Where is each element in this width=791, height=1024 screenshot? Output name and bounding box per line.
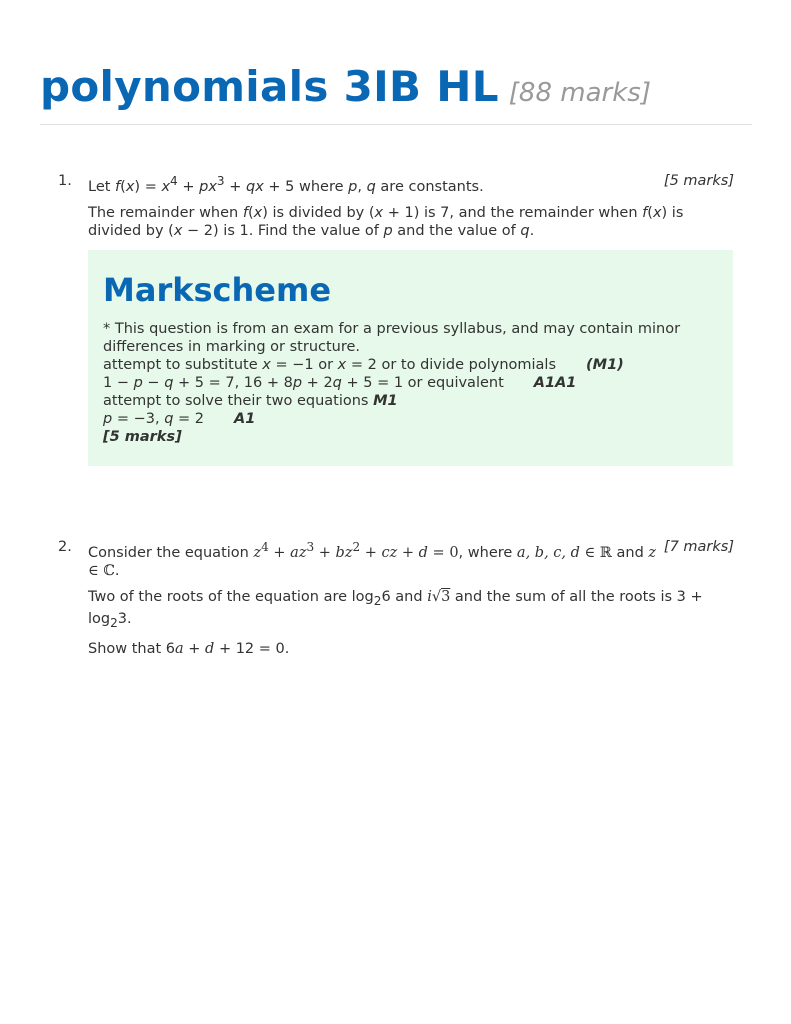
question-number: 2. xyxy=(58,539,72,555)
page-title xyxy=(40,62,651,111)
question-2 xyxy=(58,538,738,658)
question-1 xyxy=(58,172,738,466)
title-text: polynomials 3IB HL xyxy=(40,62,499,111)
title-divider xyxy=(40,124,752,125)
markscheme-step: p = −3, q = 2 A1 xyxy=(103,410,256,427)
question-marks: [5 marks] xyxy=(663,173,734,189)
mark-code: (M1) xyxy=(586,356,624,373)
mark-code: M1 xyxy=(373,392,398,409)
mark-code: A1 xyxy=(234,410,256,427)
question-statement: Let $f(x) = x^4 + px^3$ + qx + 5 where p, q are constants. [5 marks] xyxy=(88,173,734,195)
markscheme-step: attempt to substitute x = −1 or x = 2 or to divide polynomials (M1) xyxy=(103,356,624,373)
question-text: The remainder when f(x) is divided by (x + 1) is 7, and the remainder when f(x) is divided by (x − 2) is 1. Find the value of p and the value of q. xyxy=(88,204,684,239)
markscheme-total: [5 marks] xyxy=(103,428,182,445)
markscheme-note: * This question is from an exam for a previous syllabus, and may contain minor differences in marking or structure. xyxy=(103,320,681,355)
question-body xyxy=(88,538,738,658)
markscheme-step: attempt to solve their two equations M1 xyxy=(103,392,398,409)
mark-code: A1A1 xyxy=(533,374,577,391)
markscheme-box xyxy=(88,250,733,466)
question-marks: [7 marks] xyxy=(663,539,734,555)
question-body xyxy=(88,172,738,240)
total-marks: [88 marks] xyxy=(508,78,651,108)
question-text: Two of the roots of the equation are $\log_26$ and i√3 and the sum of all the roots is $3 + \log_23$. xyxy=(88,588,703,630)
markscheme-title: Markscheme xyxy=(103,270,332,309)
question-text: Show that 6a + d + 12 = 0. xyxy=(88,640,290,657)
question-number: 1. xyxy=(58,173,72,189)
question-statement: Consider the equation $z^4 + az^3 + bz^2$ + cz + d = 0, where a, b, c, d ∈ ℝ and z ∈ ℂ. [7 marks] xyxy=(88,539,734,579)
markscheme-step: 1 − p − q + 5 = 7, 16 + 8p + 2q + 5 = 1 or equivalent A1A1 xyxy=(103,374,577,391)
